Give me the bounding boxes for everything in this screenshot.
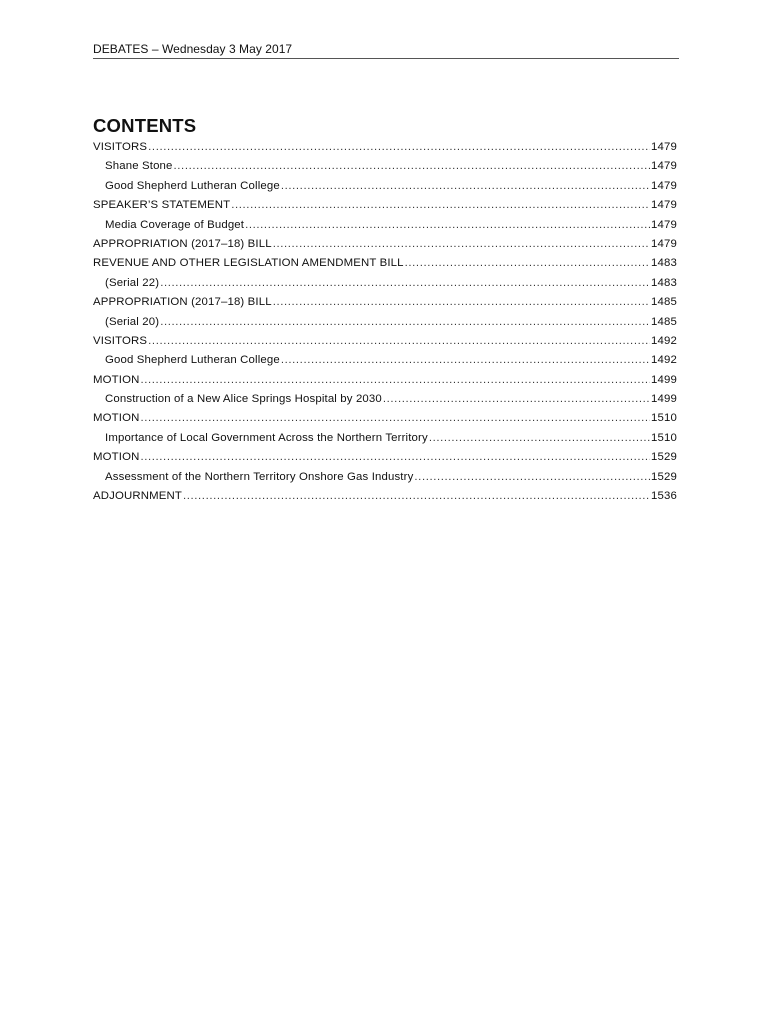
- toc-entry-label: Good Shepherd Lutheran College: [105, 179, 280, 192]
- header-rule: [93, 58, 679, 59]
- toc-entry-label: APPROPRIATION (2017–18) BILL: [93, 237, 272, 250]
- toc-entry-label: Assessment of the Northern Territory Onshore Gas Industry: [105, 470, 414, 483]
- dot-leader: [148, 138, 650, 157]
- toc-entry-page: 1492: [651, 354, 677, 367]
- dot-leader: [414, 468, 650, 487]
- toc-entry[interactable]: [93, 371, 677, 390]
- dot-leader: [140, 371, 650, 390]
- toc-entry[interactable]: [93, 487, 677, 506]
- toc-entry[interactable]: [93, 254, 677, 273]
- table-of-contents: [93, 138, 677, 506]
- dot-leader: [160, 274, 650, 293]
- toc-entry-page: 1492: [651, 334, 677, 347]
- toc-entry-page: 1529: [651, 470, 677, 483]
- toc-subentry[interactable]: [93, 313, 677, 332]
- dot-leader: [183, 487, 650, 506]
- toc-entry-label: Good Shepherd Lutheran College: [105, 354, 280, 367]
- toc-subentry[interactable]: [93, 468, 677, 487]
- toc-entry-label: VISITORS: [93, 334, 148, 347]
- toc-entry-page: 1483: [651, 257, 677, 270]
- toc-subentry[interactable]: [93, 351, 677, 370]
- toc-entry-label: MOTION: [93, 373, 140, 386]
- toc-subentry[interactable]: [93, 216, 677, 235]
- dot-leader: [140, 409, 650, 428]
- toc-subentry[interactable]: [93, 429, 677, 448]
- toc-entry-label: Construction of a New Alice Springs Hospital by 2030: [105, 393, 382, 406]
- dot-leader: [148, 332, 650, 351]
- toc-entry[interactable]: [93, 409, 677, 428]
- toc-entry[interactable]: [93, 138, 677, 157]
- toc-entry-page: 1485: [651, 315, 677, 328]
- dot-leader: [273, 293, 650, 312]
- toc-entry[interactable]: [93, 448, 677, 467]
- toc-entry-page: 1479: [651, 141, 677, 153]
- toc-entry-page: 1483: [651, 276, 677, 289]
- dot-leader: [429, 429, 650, 448]
- toc-entry[interactable]: [93, 196, 677, 215]
- toc-entry-page: 1499: [651, 393, 677, 406]
- toc-entry-page: 1479: [651, 160, 677, 173]
- toc-subentry[interactable]: [93, 274, 677, 293]
- dot-leader: [160, 313, 650, 332]
- toc-entry-page: 1479: [651, 237, 677, 250]
- toc-subentry[interactable]: [93, 390, 677, 409]
- toc-entry-page: 1499: [651, 373, 677, 386]
- dot-leader: [231, 196, 650, 215]
- running-header: DEBATES – Wednesday 3 May 2017: [93, 42, 293, 56]
- dot-leader: [383, 390, 650, 409]
- toc-entry[interactable]: [93, 293, 677, 312]
- toc-entry[interactable]: [93, 332, 677, 351]
- toc-entry-label: APPROPRIATION (2017–18) BILL: [93, 296, 272, 309]
- dot-leader: [405, 254, 650, 273]
- toc-entry-page: 1510: [651, 431, 677, 444]
- toc-entry-label: MOTION: [93, 451, 140, 464]
- dot-leader: [281, 177, 650, 196]
- toc-entry-page: 1485: [651, 296, 677, 309]
- toc-entry[interactable]: [93, 235, 677, 254]
- toc-entry-label: Shane Stone: [105, 160, 173, 173]
- contents-heading: CONTENTS: [93, 115, 197, 136]
- toc-entry-label: (Serial 20): [105, 315, 160, 328]
- toc-entry-page: 1479: [651, 199, 677, 212]
- toc-entry-label: MOTION: [93, 412, 140, 425]
- toc-entry-page: 1529: [651, 451, 677, 464]
- toc-entry-page: 1536: [651, 490, 677, 503]
- toc-entry-label: Importance of Local Government Across the Northern Territory: [105, 431, 428, 444]
- toc-entry-label: (Serial 22): [105, 276, 160, 289]
- dot-leader: [273, 235, 650, 254]
- toc-entry-page: 1479: [651, 218, 677, 231]
- toc-subentry[interactable]: [93, 177, 677, 196]
- toc-entry-label: ADJOURNMENT: [93, 490, 182, 503]
- toc-entry-page: 1510: [651, 412, 677, 425]
- toc-entry-page: 1479: [651, 179, 677, 192]
- toc-entry-label: REVENUE AND OTHER LEGISLATION AMENDMENT BILL: [93, 257, 404, 270]
- toc-entry-label: VISITORS: [93, 141, 148, 153]
- toc-subentry[interactable]: [93, 157, 677, 176]
- dot-leader: [174, 157, 651, 176]
- dot-leader: [245, 216, 650, 235]
- toc-entry-label: Media Coverage of Budget: [105, 218, 245, 231]
- toc-entry-label: SPEAKER’S STATEMENT: [93, 199, 231, 212]
- dot-leader: [140, 448, 650, 467]
- dot-leader: [281, 351, 650, 370]
